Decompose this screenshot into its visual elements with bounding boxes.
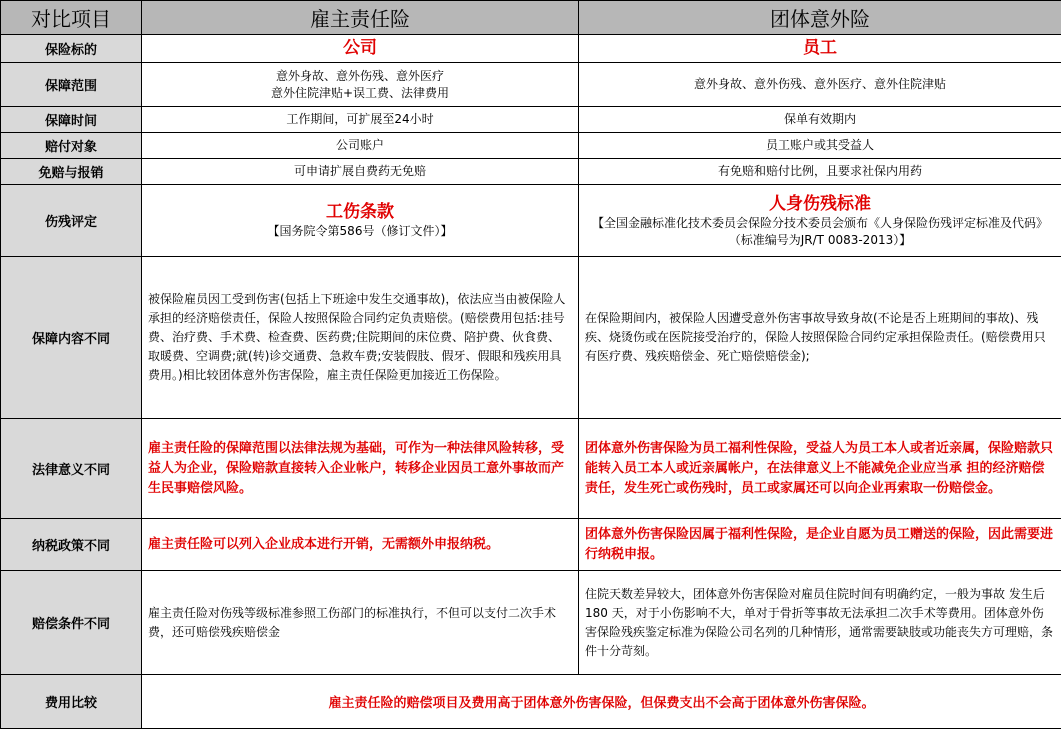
content-employer: 被保险雇员因工受到伤害(包括上下班途中发生交通事故)，依法应当由被保险人承担的经济赔偿责任，保险人按照保险合同约定负责赔偿。(赔偿费用包括:挂号费、治疗费、手术费、检查费、医药费;住院期间的床位费、陪护费、伙食费、取暖费、空调费;就(转)诊交通费、急救车费;安装假肢、假牙、假眼和残疾用具费用。)相比较团体意外伤害保险，雇主责任保险更加接近工伤保险。	[142, 257, 579, 419]
row-label-scope: 保障范围	[1, 63, 142, 107]
row-content	[1, 257, 1061, 419]
header-row	[1, 1, 1061, 35]
period-group: 保单有效期内	[579, 107, 1061, 133]
row-target	[1, 35, 1061, 63]
row-period	[1, 107, 1061, 133]
target-employer: 公司	[142, 35, 579, 63]
row-label-tax: 纳税政策不同	[1, 519, 142, 571]
row-label-period: 保障时间	[1, 107, 142, 133]
disability-employer-source: 【国务院令第586号（修订文件）】	[148, 223, 572, 240]
tax-employer: 雇主责任险可以列入企业成本进行开销，无需额外申报纳税。	[142, 519, 579, 571]
disability-group-source: 【全国金融标准化技术委员会保险分技术委员会颁布《人身保险伤残评定标准及代码》（标准编号为JR/T 0083-2013）】	[585, 215, 1055, 249]
conditions-group: 住院天数差异较大，团体意外伤害保险对雇员住院时间有明确约定，一般为事故 发生后 180 天，对于小伤影响不大，单对于骨折等事故无法承担二次手术等费用。团体意外伤害保险残疾鉴定标准为保险公司名列的几种情形，通常需要缺肢或功能丧失方可理赔，条件十分苛刻。	[579, 571, 1061, 675]
legal-employer: 雇主责任险的保障范围以法律法规为基础，可作为一种法律风险转移，受益人为企业，保险赔款直接转入企业帐户，转移企业因员工意外事故而产生民事赔偿风险。	[142, 419, 579, 519]
content-group: 在保险期间内，被保险人因遭受意外伤害事故导致身故(不论是否上班期间的事故)、残疾、烧烫伤或在医院接受治疗的，保险人按照保险合同约定承担保险责任。(赔偿费用只有医疗费、残疾赔偿金、死亡赔偿赔偿金);	[579, 257, 1061, 419]
row-label-disability: 伤残评定	[1, 185, 142, 257]
payee-group: 员工账户或其受益人	[579, 133, 1061, 159]
exemption-employer: 可申请扩展自费药无免赔	[142, 159, 579, 185]
disability-group	[579, 185, 1061, 257]
row-label-content: 保障内容不同	[1, 257, 142, 419]
row-label-exemption: 免赔与报销	[1, 159, 142, 185]
row-exemption	[1, 159, 1061, 185]
disability-group-title: 人身伤残标准	[585, 193, 1055, 215]
header-group-accident: 团体意外险	[579, 1, 1061, 35]
header-employer-liability: 雇主责任险	[142, 1, 579, 35]
row-label-payee: 赔付对象	[1, 133, 142, 159]
scope-employer-line2: 意外住院津贴+误工费、法律费用	[148, 85, 572, 102]
disability-employer-title: 工伤条款	[148, 201, 572, 223]
row-label-target: 保险标的	[1, 35, 142, 63]
row-label-conditions: 赔偿条件不同	[1, 571, 142, 675]
header-compare-item: 对比项目	[1, 1, 142, 35]
row-scope	[1, 63, 1061, 107]
row-cost	[1, 675, 1061, 729]
tax-group: 团体意外伤害保险因属于福利性保险，是企业自愿为员工赠送的保险，因此需要进行纳税申报。	[579, 519, 1061, 571]
row-label-cost: 费用比较	[1, 675, 142, 729]
period-employer: 工作期间，可扩展至24小时	[142, 107, 579, 133]
scope-employer	[142, 63, 579, 107]
row-conditions	[1, 571, 1061, 675]
conditions-employer: 雇主责任险对伤残等级标准参照工伤部门的标准执行，不但可以支付二次手术费，还可赔偿残疾赔偿金	[142, 571, 579, 675]
cost-comparison: 雇主责任险的赔偿项目及费用高于团体意外伤害保险，但保费支出不会高于团体意外伤害保险。	[142, 675, 1061, 729]
disability-employer	[142, 185, 579, 257]
row-tax	[1, 519, 1061, 571]
payee-employer: 公司账户	[142, 133, 579, 159]
row-label-legal: 法律意义不同	[1, 419, 142, 519]
legal-group: 团体意外伤害保险为员工福利性保险，受益人为员工本人或者近亲属，保险赔款只能转入员工本人或近亲属帐户，在法律意义上不能减免企业应当承 担的经济赔偿责任，发生死亡或伤残时，员工或家属还可以向企业再索取一份赔偿金。	[579, 419, 1061, 519]
exemption-group: 有免赔和赔付比例，且要求社保内用药	[579, 159, 1061, 185]
target-group: 员工	[579, 35, 1061, 63]
scope-group: 意外身故、意外伤残、意外医疗、意外住院津贴	[579, 63, 1061, 107]
scope-employer-line1: 意外身故、意外伤残、意外医疗	[148, 68, 572, 85]
row-payee	[1, 133, 1061, 159]
row-legal	[1, 419, 1061, 519]
row-disability	[1, 185, 1061, 257]
